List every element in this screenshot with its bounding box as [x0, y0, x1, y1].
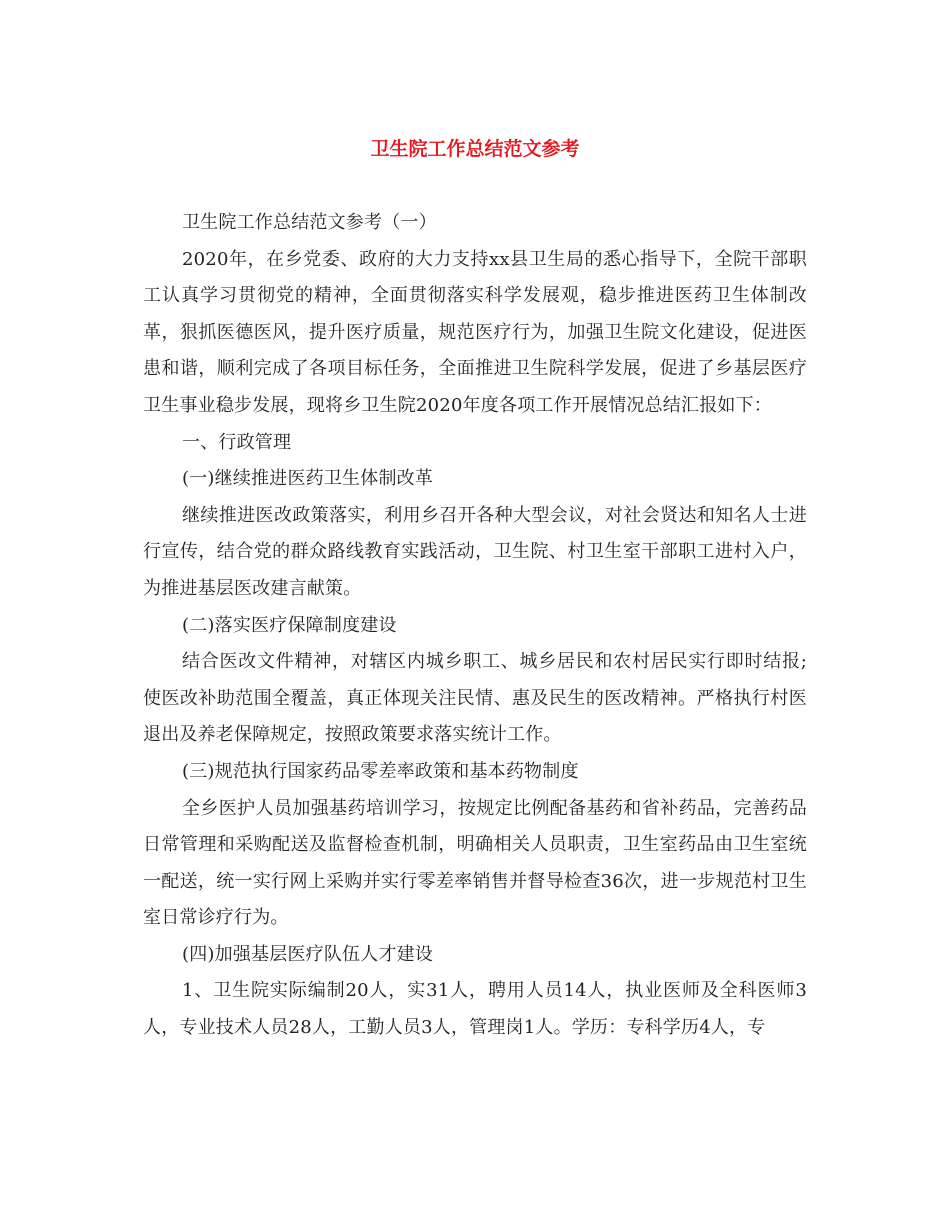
subheading-talent: (四)加强基层医疗队伍人才建设: [182, 943, 434, 965]
reform-paragraph: 继续推进医改政策落实，利用乡召开各种大型会议，对社会贤达和知名人士进行宣传，结合党的群众路线教育实践活动，卫生院、村卫生室干部职工进村入户，为推进基层医改建言献策。: [143, 504, 807, 599]
section-heading-administration: 一、行政管理: [182, 431, 292, 453]
document-title: 卫生院工作总结范文参考: [370, 138, 580, 160]
intro-paragraph: 2020年，在乡党委、政府的大力支持xx县卫生局的悉心指导下，全院干部职工认真学习贯彻党的精神，全面贯彻落实科学发展观，稳步推进医药卫生体制改革，狠抓医德医风，提升医疗质量，规范医疗行为，加强卫生院文化建设，促进医患和谐，顺利完成了各项目标任务，全面推进卫生院科学发展，促进了乡基层医疗卫生事业稳步发展，现将乡卫生院2020年度各项工作开展情况总结汇报如下：: [143, 248, 807, 416]
document-body: [143, 205, 807, 1047]
section-subtitle: 卫生院工作总结范文参考（一）: [182, 212, 437, 233]
subheading-medical-security: (二)落实医疗保障制度建设: [182, 614, 397, 636]
medical-security-paragraph: 结合医改文件精神，对辖区内城乡职工、城乡居民和农村居民实行即时结报;使医改补助范围全覆盖，真正体现关注民情、惠及民生的医改精神。严格执行村医退出及养老保障规定，按照政策要求落实统计工作。: [143, 651, 807, 746]
drug-policy-paragraph: 全乡医护人员加强基药培训学习，按规定比例配备基药和省补药品，完善药品日常管理和采购配送及监督检查机制，明确相关人员职责，卫生室药品由卫生室统一配送，统一实行网上采购并实行零差率销售并督导检查36次，进一步规范村卫生室日常诊疗行为。: [143, 797, 807, 929]
subheading-drug-policy: (三)规范执行国家药品零差率政策和基本药物制度: [182, 760, 579, 782]
subheading-reform: (一)继续推进医药卫生体制改革: [182, 468, 434, 490]
staffing-paragraph: 1、卫生院实际编制20人，实31人，聘用人员14人，执业医师及全科医师3人，专业技术人员28人，工勤人员3人，管理岗1人。学历：专科学历4人，专: [143, 980, 807, 1039]
